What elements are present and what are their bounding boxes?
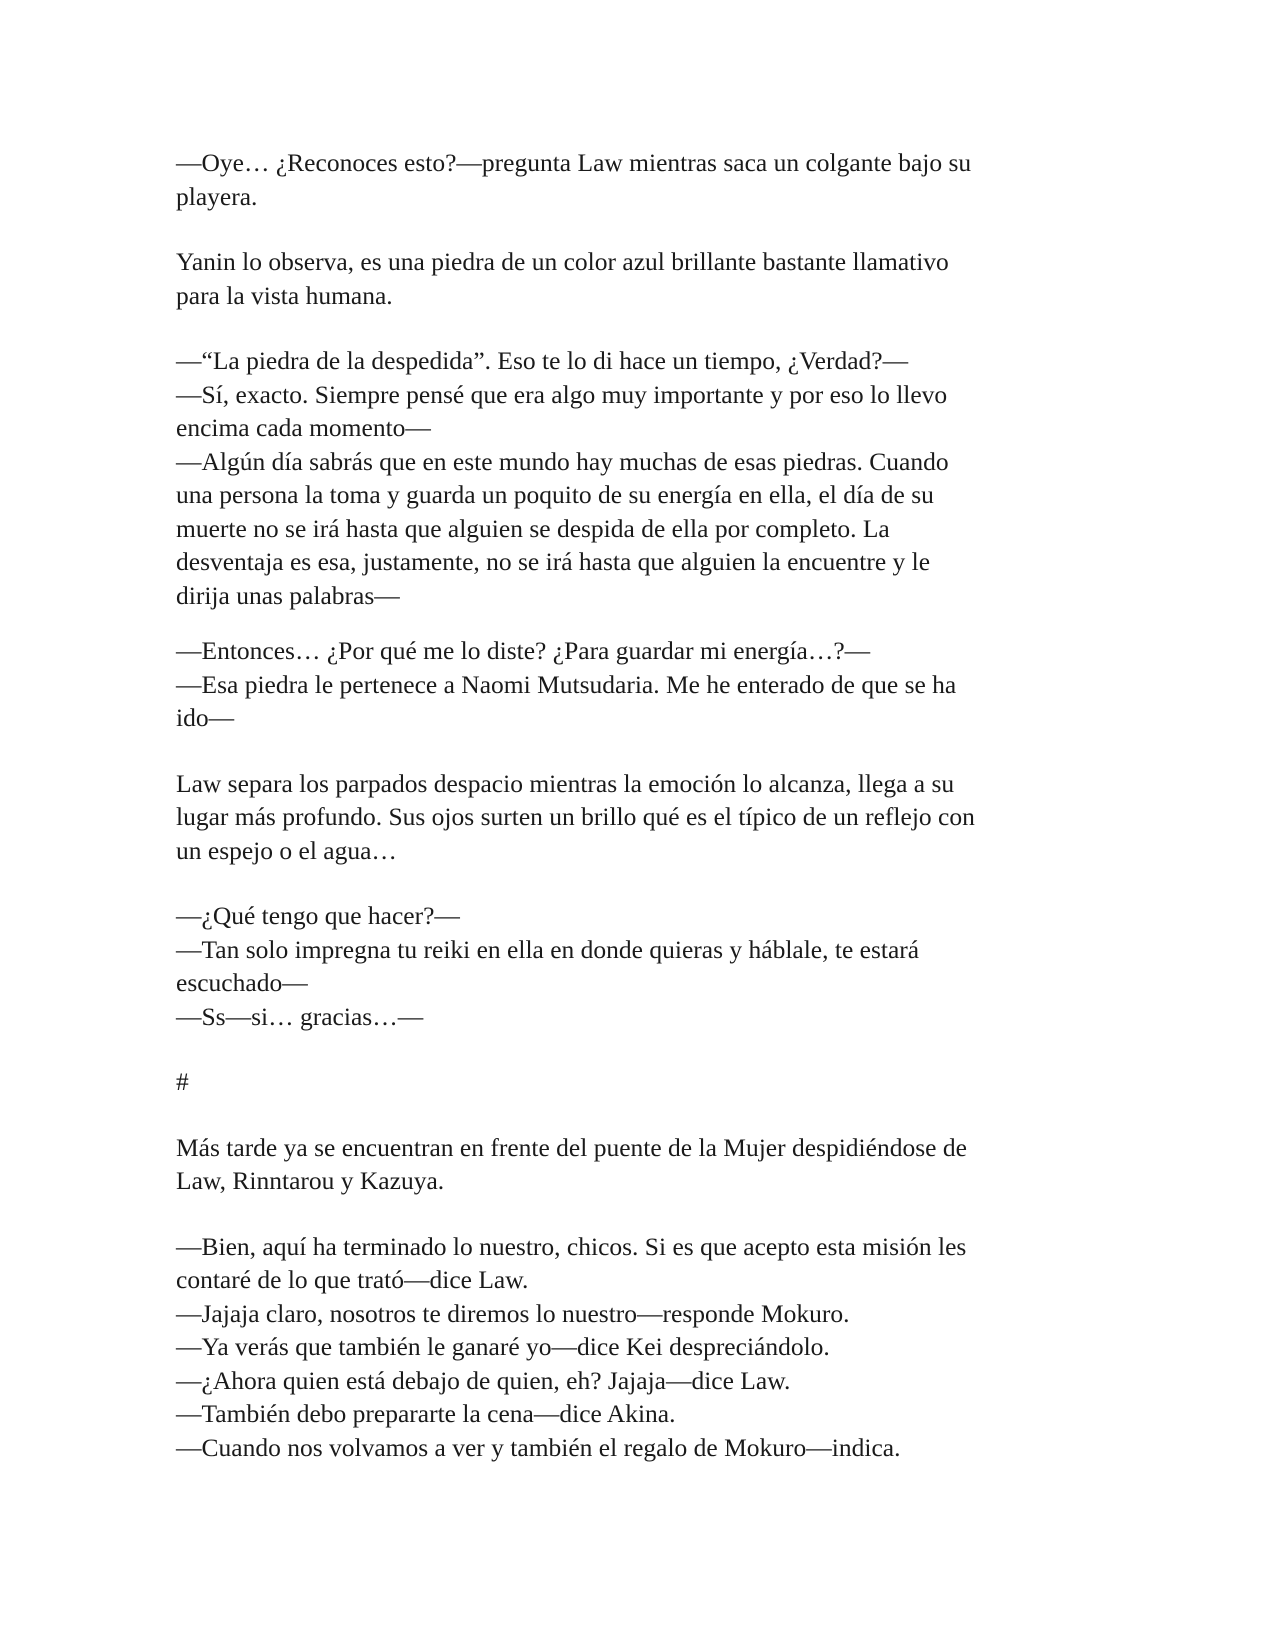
text-line: —Entonces… ¿Por qué me lo diste? ¿Para guardar mi energía…?— bbox=[176, 636, 871, 665]
paragraph bbox=[176, 899, 1106, 1033]
paragraph-gap bbox=[176, 213, 1106, 245]
paragraph-gap bbox=[176, 312, 1106, 344]
text-line: —Bien, aquí ha terminado lo nuestro, chicos. Si es que acepto esta misión les bbox=[176, 1231, 967, 1261]
text-line: Yanin lo observa, es una piedra de un color azul brillante bastante llamativo bbox=[176, 247, 949, 276]
text-line: —Cuando nos volvamos a ver y también el regalo de Mokuro—indica. bbox=[176, 1432, 901, 1462]
text-line: —¿Qué tengo que hacer?— bbox=[176, 901, 460, 930]
text-line: lugar más profundo. Sus ojos surten un brillo qué es el típico de un reflejo con bbox=[176, 802, 975, 831]
paragraph-gap bbox=[176, 867, 1106, 899]
text-line: —También debo prepararte la cena—dice Akina. bbox=[176, 1399, 676, 1428]
text-line: —¿Ahora quien está debajo de quien, eh? Jajaja—dice Law. bbox=[176, 1365, 791, 1395]
text-line: —Oye… ¿Reconoces esto?—pregunta Law mientras saca un colgante bajo su bbox=[176, 148, 972, 177]
paragraph-gap bbox=[176, 1099, 1106, 1131]
text-line: contaré de lo que trató—dice Law. bbox=[176, 1265, 529, 1294]
paragraph bbox=[176, 634, 1106, 735]
text-line: —Ya verás que también le ganaré yo—dice Kei despreciándolo. bbox=[176, 1332, 830, 1361]
text-line: —“La piedra de la despedida”. Eso te lo di hace un tiempo, ¿Verdad?— bbox=[176, 346, 909, 375]
text-line: para la vista humana. bbox=[176, 280, 393, 310]
paragraph-gap bbox=[176, 735, 1106, 767]
text-line: desventaja es esa, justamente, no se irá hasta que alguien la encuentre y le bbox=[176, 547, 931, 576]
text-line: —Algún día sabrás que en este mundo hay muchas de esas piedras. Cuando bbox=[176, 446, 949, 476]
text-line: playera. bbox=[176, 181, 258, 211]
paragraph-gap bbox=[176, 1033, 1106, 1065]
text-line: Más tarde ya se encuentran en frente del puente de la Mujer despidiéndose de bbox=[176, 1132, 967, 1162]
text-line: —Jajaja claro, nosotros te diremos lo nuestro—responde Mokuro. bbox=[176, 1298, 850, 1328]
text-line: # bbox=[176, 1067, 189, 1096]
text-line: muerte no se irá hasta que alguien se despida de ella por completo. La bbox=[176, 513, 890, 543]
paragraph bbox=[176, 1131, 1106, 1198]
page-body bbox=[176, 146, 1106, 1464]
text-line: escuchado— bbox=[176, 968, 308, 997]
text-line: Law separa los parpados despacio mientras la emoción lo alcanza, llega a su bbox=[176, 768, 955, 798]
paragraph-gap bbox=[176, 1198, 1106, 1230]
text-line: —Esa piedra le pertenece a Naomi Mutsudaria. Me he enterado de que se ha bbox=[176, 669, 957, 699]
text-line: una persona la toma y guarda un poquito de su energía en ella, el día de su bbox=[176, 480, 934, 509]
text-line: —Ss—si… gracias…— bbox=[176, 1001, 424, 1031]
paragraph bbox=[176, 146, 1106, 213]
text-line: encima cada momento— bbox=[176, 413, 431, 442]
text-line: —Tan solo impregna tu reiki en ella en donde quieras y háblale, te estará bbox=[176, 934, 920, 964]
paragraph bbox=[176, 767, 1106, 868]
text-line: —Sí, exacto. Siempre pensé que era algo muy importante y por eso lo llevo bbox=[176, 379, 948, 409]
text-line: un espejo o el agua… bbox=[176, 835, 397, 865]
text-line: dirija unas palabras— bbox=[176, 580, 400, 610]
paragraph bbox=[176, 344, 1106, 612]
paragraph-gap bbox=[176, 612, 1106, 634]
text-line: Law, Rinntarou y Kazuya. bbox=[176, 1166, 445, 1195]
paragraph bbox=[176, 245, 1106, 312]
paragraph bbox=[176, 1065, 1106, 1099]
paragraph bbox=[176, 1230, 1106, 1465]
text-line: ido— bbox=[176, 703, 235, 732]
